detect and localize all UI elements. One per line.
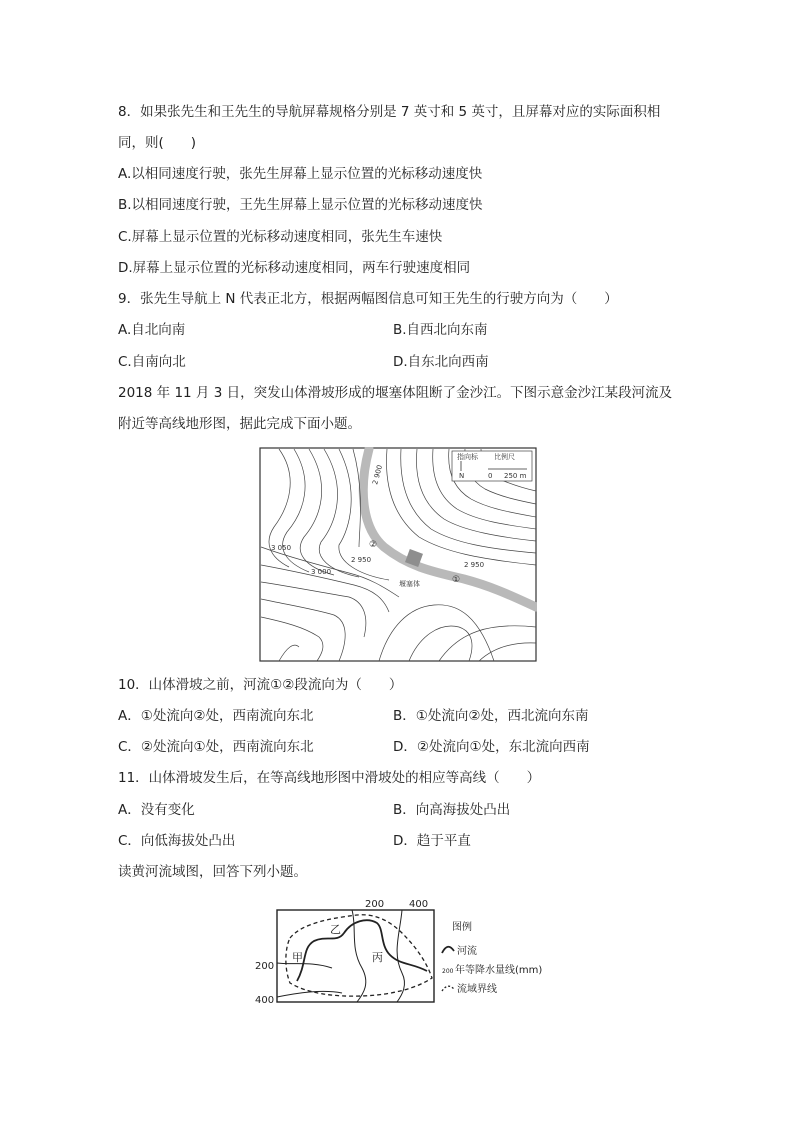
legend-river-icon (442, 947, 454, 953)
legend-isohyet: 年等降水量线(mm) (455, 965, 543, 976)
q10-stem: 10．山体滑坡之前，河流①②段流向为（ ） (118, 677, 403, 693)
contour-label-2950b: 2 950 (464, 561, 485, 569)
left-200-label: 200 (255, 961, 275, 972)
compass-label: 指向标 (457, 453, 478, 461)
q8-stem-line2: 同，则( ) (118, 135, 197, 151)
q11-option-d: D．趋于平直 (393, 833, 471, 849)
q10-option-a: A．①处流向②处，西南流向东北 (118, 708, 314, 724)
legend-boundary-icon (442, 986, 454, 991)
q9-option-c: C.自南向北 (118, 354, 186, 370)
marker-2: ② (369, 540, 378, 550)
yellow-river-map (252, 893, 552, 1010)
contour-map (259, 447, 537, 663)
q8-option-c: C.屏幕上显示位置的光标移动速度相同，张先生车速快 (118, 229, 443, 245)
dam-label: 堰塞体 (399, 580, 420, 588)
scale-value: 250 m (504, 472, 527, 480)
top-200-label: 200 (365, 899, 385, 910)
marker-1: ① (452, 575, 461, 585)
top-400-label: 400 (409, 899, 429, 910)
q11-option-c: C．向低海拔处凸出 (118, 833, 236, 849)
left-400-label: 400 (255, 995, 275, 1006)
q9-option-b: B.自西北向东南 (393, 322, 488, 338)
compass-n: N (459, 472, 465, 480)
contour-label-3000: 3 000 (311, 568, 332, 576)
q10-option-d: D．②处流向①处，东北流向西南 (393, 739, 590, 755)
contour-label-2900: 2 900 (371, 464, 385, 486)
passage1-line2: 附近等高线地形图，据此完成下面小题。 (118, 416, 361, 432)
legend-river: 河流 (457, 946, 477, 957)
q8-option-d: D.屏幕上显示位置的光标移动速度相同，两车行驶速度相同 (118, 260, 471, 276)
q9-stem: 9．张先生导航上 N 代表正北方，根据两幅图信息可知王先生的行驶方向为（ ） (118, 291, 618, 307)
scale-label: 比例尺 (494, 453, 515, 461)
q11-stem: 11．山体滑坡发生后，在等高线地形图中滑坡处的相应等高线（ ） (118, 770, 541, 786)
q11-option-b: B．向高海拔处凸出 (393, 802, 511, 818)
passage1-line1: 2018 年 11 月 3 日，突发山体滑坡形成的堰塞体阻断了金沙江。下图示意金沙江某段河流及 (118, 385, 673, 401)
label-bing: 丙 (372, 951, 383, 964)
passage2-line1: 读黄河流域图，回答下列小题。 (118, 864, 307, 880)
q9-option-d: D.自东北向西南 (393, 354, 489, 370)
contour-label-3050: 3 050 (271, 544, 292, 552)
q8-stem-line1: 8．如果张先生和王先生的导航屏幕规格分别是 7 英寸和 5 英寸，且屏幕对应的实际面积相 (118, 104, 661, 120)
q8-option-a: A.以相同速度行驶，张先生屏幕上显示位置的光标移动速度快 (118, 166, 483, 182)
legend-title: 图例 (452, 922, 472, 933)
q8-option-b: B.以相同速度行驶，王先生屏幕上显示位置的光标移动速度快 (118, 197, 483, 213)
contour-label-2950a: 2 950 (351, 556, 372, 564)
q10-option-c: C．②处流向①处，西南流向东北 (118, 739, 314, 755)
legend-boundary: 流域界线 (457, 984, 497, 995)
q9-option-a: A.自北向南 (118, 322, 186, 338)
q10-option-b: B．①处流向②处，西北流向东南 (393, 708, 589, 724)
label-jia: 甲 (292, 951, 303, 964)
q11-option-a: A．没有变化 (118, 802, 195, 818)
label-yi: 乙 (330, 923, 341, 936)
legend-isohyet-num: 200 (442, 968, 454, 975)
scale-zero: 0 (488, 472, 493, 480)
